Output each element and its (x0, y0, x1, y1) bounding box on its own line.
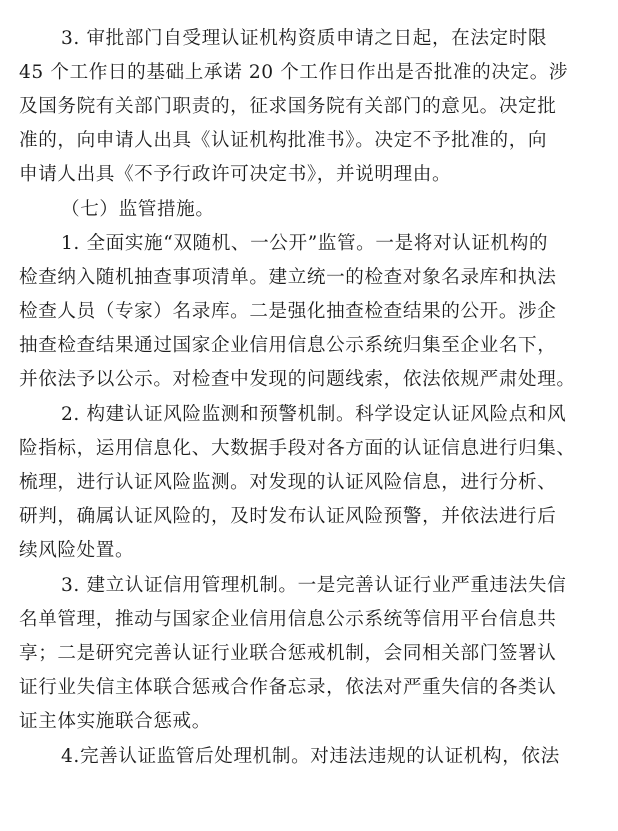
text-line-5: 申请人出具《不予行政许可决定书》，并说明理由。 (19, 164, 452, 185)
text-line-19: 享；二是研究完善认证行业联合惩戒机制，会同相关部门签署认 (19, 643, 557, 664)
section-heading: （七）监管措施。 (61, 199, 215, 220)
text-line-21: 证主体实施联合惩戒。 (19, 711, 211, 732)
text-line-4: 准的，向申请人出具《认证机构批准书》。决定不予批准的，向 (19, 130, 548, 151)
text-line-7: 1. 全面实施“双随机、一公开”监管。一是将对认证机构的 (61, 233, 549, 254)
text-line-9: 检查人员（专家）名录库。二是强化抽查检查结果的公开。涉企 (19, 301, 557, 322)
text-line-10: 抽查检查结果通过国家企业信用信息公示系统归集至企业名下， (19, 335, 557, 356)
text-line-13: 险指标，运用信息化、大数据手段对各方面的认证信息进行归集、 (19, 438, 576, 459)
text-line-2: 45 个工作日的基础上承诺 20 个工作日作出是否批准的决定。涉 (19, 62, 569, 83)
text-line-22: 4.完善认证监管后处理机制。对违法违规的认证机构，依法 (61, 746, 560, 767)
text-line-1: 3. 审批部门自受理认证机构资质申请之日起，在法定时限 (61, 28, 548, 49)
text-line-18: 名单管理，推动与国家企业信用信息公示系统等信用平台信息共 (19, 609, 557, 630)
text-line-20: 证行业失信主体联合惩戒合作备忘录，依法对严重失信的各类认 (19, 677, 557, 698)
text-line-11: 并依法予以公示。对检查中发现的问题线索，依法依规严肃处理。 (19, 369, 576, 390)
text-line-8: 检查纳入随机抽查事项清单。建立统一的检查对象名录库和执法 (19, 267, 557, 288)
text-line-16: 续风险处置。 (19, 540, 135, 561)
text-line-12: 2. 构建认证风险监测和预警机制。科学设定认证风险点和风 (61, 404, 567, 425)
text-line-14: 梳理，进行认证风险监测。对发现的认证风险信息，进行分析、 (19, 472, 557, 493)
text-line-3: 及国务院有关部门职责的，征求国务院有关部门的意见。决定批 (19, 96, 557, 117)
text-line-15: 研判，确属认证风险的，及时发布认证风险预警，并依法进行后 (19, 506, 557, 527)
text-line-17: 3. 建立认证信用管理机制。一是完善认证行业严重违法失信 (61, 575, 567, 596)
